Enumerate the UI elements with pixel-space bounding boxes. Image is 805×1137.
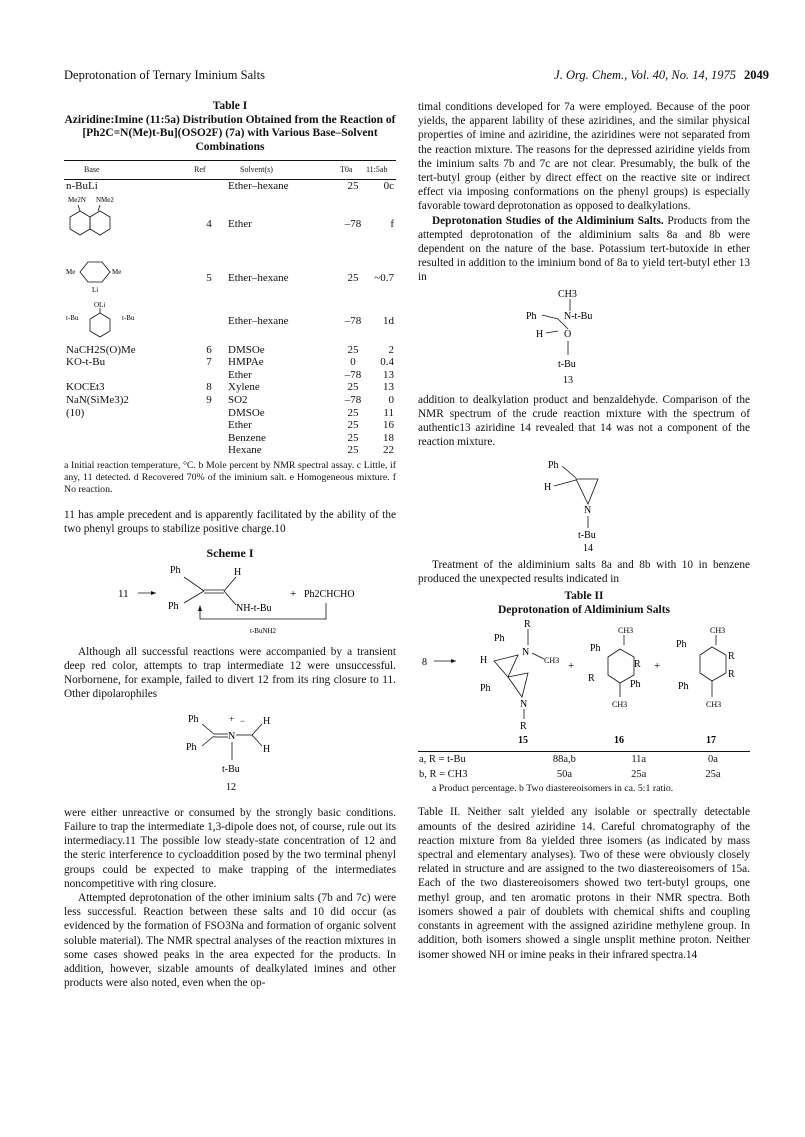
svg-text:t-Bu: t-Bu bbox=[578, 529, 596, 541]
table-cell: 5 bbox=[206, 271, 212, 284]
table-cell: 13 bbox=[383, 381, 394, 394]
col-temperature: T0a bbox=[340, 161, 366, 180]
col-ratio: 11:5ab bbox=[366, 161, 396, 180]
table-cell: 9 bbox=[206, 393, 212, 406]
svg-text:R: R bbox=[524, 619, 531, 631]
label-13: 13 bbox=[563, 374, 573, 386]
structure-14 bbox=[418, 450, 750, 554]
svg-text:H: H bbox=[263, 743, 271, 755]
svg-text:Me: Me bbox=[66, 268, 76, 277]
table-cell: 8 bbox=[206, 381, 212, 394]
table-cell bbox=[194, 369, 224, 382]
table-row bbox=[64, 444, 396, 457]
svg-text:Ph: Ph bbox=[676, 639, 687, 651]
table-cell: 25a bbox=[631, 769, 647, 781]
table-cell: 50a bbox=[556, 769, 572, 781]
svg-text:Ph: Ph bbox=[630, 679, 641, 691]
table-cell: 0.4 bbox=[380, 356, 394, 369]
svg-text:OLi: OLi bbox=[94, 300, 106, 309]
table-cell bbox=[64, 419, 194, 432]
svg-text:CH3: CH3 bbox=[618, 626, 634, 636]
section-heading: Deprotonation Studies of the Aldiminium Salts. bbox=[432, 214, 664, 227]
table-cell: 22 bbox=[383, 444, 394, 457]
table-cell: –78 bbox=[344, 393, 362, 406]
paragraph: were either unreactive or consumed by the strongly basic conditions. Failure to trap the intermediate 1,3-dipole does not, of course, rule out its intermediacy.11 The possible low steady-state concentration of 12 and the steric interference to cycloaddition posed by the two terminal phenyl groups could be expected to make trapping of the intermediates noncompetitive with ring closure. bbox=[64, 806, 396, 890]
table-cell: 4 bbox=[206, 218, 212, 231]
col-solvent: Solvent(s) bbox=[224, 161, 340, 180]
right-column bbox=[418, 100, 750, 962]
svg-text:Me: Me bbox=[112, 268, 122, 277]
running-header-right bbox=[554, 68, 769, 83]
structure-12 bbox=[64, 702, 396, 802]
paragraph: Attempted deprotonation of the other iminium salts (7b and 7c) were less successful. Reaction between these salts and 10 did occur (as evidenced by the formation of FSO3Na and formation of organic solvent soluble material). The NMR spectral analyses of the reaction mixtures in some cases showed peaks in the area expected for the products. In addition, however, sizable amounts of dealkylated imines and other products were also noted, even when the op- bbox=[64, 891, 396, 990]
svg-text:Ph: Ph bbox=[494, 633, 505, 645]
table2 bbox=[418, 752, 750, 782]
table-row bbox=[64, 256, 396, 300]
svg-text:+: + bbox=[290, 587, 297, 600]
label-14: 14 bbox=[583, 542, 593, 554]
table-row bbox=[64, 394, 396, 407]
table2-label: Table II bbox=[564, 590, 604, 603]
paragraph: timal conditions developed for 7a were employed. Because of the poor yields, the apparent lability of these aziridines, and the similar physical properties of imine and aziridine, the aziridines were not separated from the reaction mixture. The reasons for the depressed aziridine yields from the iminium salts 7b and 7c are not clear. Presumably, the bulk of the tert-butyl group (either by direct effect on the reactive site or indirect effect via imposing conformations on the phenyl groups) is especially favorable toward deprotonation as opposed to dealkylations. bbox=[418, 101, 750, 213]
table-cell: Ether bbox=[228, 419, 252, 432]
structure-drawing bbox=[64, 300, 194, 344]
table-cell: SO2 bbox=[228, 393, 248, 406]
paragraph: Products from the attempted deprotonation of the aldiminium salts 8a and 8b were dependent on the nature of the base. Potassium tert-butoxide in ether resulted in addition to the iminium bond of 8a to yield tert-butyl ether 13 in bbox=[418, 214, 750, 284]
svg-text:t-Bu: t-Bu bbox=[222, 763, 240, 775]
svg-text:O: O bbox=[564, 328, 572, 340]
label-11: 11 bbox=[118, 587, 129, 600]
structure-13 bbox=[418, 285, 750, 389]
table-cell: DMSOe bbox=[228, 406, 265, 419]
table-row bbox=[418, 752, 750, 767]
table-cell bbox=[194, 419, 224, 432]
table-cell: f bbox=[390, 218, 394, 231]
scheme1-diagram bbox=[64, 561, 396, 639]
journal-citation: J. Org. Chem., Vol. 40, No. 14, 1975 bbox=[554, 68, 736, 82]
scheme1-title: Scheme I bbox=[206, 546, 254, 561]
table-cell: b, R = CH3 bbox=[419, 769, 468, 781]
paragraph: Table II. Neither salt yielded any isolable or spectrally detectable amounts of the desired aziridine 14. Careful chromatography of the reaction mixture from 8a yielded three isomers (as indicated by mass spectral and elementary analyses). Two of these were obviously closely related in structure and are assigned to the two diastereoisomers of 15a. Each of the two diastereoisomers showed two tert-butyl groups, one methyl group, and ten aromatic protons in their NMR spectra. Both isomers showed a pair of doublets with chemical shifts and coupling constants in agreement with the assigned aziridine methylene group. In addition, both isomers showed a single unsplit methine proton. Neither isomer showed NH or imine peaks in their infrared spectra.14 bbox=[418, 806, 750, 961]
table-cell: 0a bbox=[707, 754, 718, 766]
table-cell bbox=[64, 432, 194, 445]
table-cell: (10) bbox=[66, 406, 85, 419]
table-cell: 1d bbox=[383, 315, 394, 328]
table-row bbox=[64, 381, 396, 394]
table-cell bbox=[194, 300, 224, 344]
svg-text:H: H bbox=[480, 655, 488, 667]
table-cell: Benzene bbox=[228, 431, 266, 444]
table-row bbox=[418, 767, 750, 782]
svg-text:Ph: Ph bbox=[170, 564, 181, 576]
table-cell: Ether–hexane bbox=[228, 271, 289, 284]
col-base: Base bbox=[64, 161, 194, 180]
paragraph: addition to dealkylation product and benzaldehyde. Comparison of the NMR spectrum of the crude reaction mixture with the spectrum of authentic13 aziridine 14 revealed that 14 was not a component of the reaction mixture. bbox=[418, 393, 750, 449]
table2-caption: Deprotonation of Aldiminium Salts bbox=[498, 603, 670, 616]
svg-text:+: + bbox=[229, 713, 235, 724]
table-cell: ~0.7 bbox=[374, 271, 394, 284]
svg-text:H: H bbox=[234, 566, 242, 578]
table-cell: 25 bbox=[347, 444, 359, 457]
table-cell: 13 bbox=[383, 368, 394, 381]
svg-text:Ph: Ph bbox=[188, 713, 199, 725]
table-cell: 25 bbox=[347, 271, 359, 284]
table-cell: Ether–hexane bbox=[228, 315, 289, 328]
table-cell: –78 bbox=[344, 218, 362, 231]
svg-text:N: N bbox=[522, 647, 530, 659]
table-cell: 6 bbox=[206, 343, 212, 356]
svg-text:Ph: Ph bbox=[548, 459, 559, 471]
table1-label: Table I bbox=[212, 100, 248, 112]
svg-text:N: N bbox=[584, 504, 592, 516]
svg-text:Ph: Ph bbox=[186, 741, 197, 753]
table-cell: 25a bbox=[705, 769, 721, 781]
table1-footnote: a Initial reaction temperature, °C. b Mole percent by NMR spectral assay. c Little, if any, 11 detected. d Recovered 70% of the iminium salt. e Homogeneous mixture. f No reaction. bbox=[64, 459, 396, 495]
table-cell: –78 bbox=[344, 315, 362, 328]
svg-text:N: N bbox=[520, 699, 528, 711]
svg-text:−: − bbox=[240, 715, 246, 726]
table-row bbox=[64, 356, 396, 369]
table-cell: 25 bbox=[347, 343, 359, 356]
table-cell: KO-t-Bu bbox=[66, 356, 106, 369]
table-cell: 0c bbox=[383, 180, 394, 193]
paragraph: Treatment of the aldiminium salts 8a and 8b with 10 in benzene produced the unexpected results indicated in bbox=[418, 558, 750, 586]
svg-text:H: H bbox=[536, 328, 544, 340]
table-cell: DMSOe bbox=[228, 343, 265, 356]
table-row bbox=[64, 344, 396, 357]
table-cell: a, R = t-Bu bbox=[419, 754, 466, 766]
table-cell: 7 bbox=[206, 356, 212, 369]
svg-text:R: R bbox=[634, 659, 641, 671]
svg-text:H: H bbox=[544, 481, 552, 493]
table-cell bbox=[194, 407, 224, 420]
svg-text:CH3: CH3 bbox=[612, 700, 628, 710]
table-cell: 2 bbox=[388, 343, 394, 356]
table-row bbox=[64, 419, 396, 432]
table-cell: Ether bbox=[228, 218, 252, 231]
table-cell: Ether–hexane bbox=[228, 180, 289, 193]
table-cell: 18 bbox=[383, 431, 394, 444]
table-cell: NaCH2S(O)Me bbox=[66, 343, 136, 356]
table-cell bbox=[194, 432, 224, 445]
table-cell: 88a,b bbox=[552, 754, 576, 766]
svg-text:NMe2: NMe2 bbox=[96, 195, 114, 204]
table-cell: 0 bbox=[350, 356, 356, 369]
table-cell: Xylene bbox=[228, 381, 260, 394]
table-cell: 25 bbox=[347, 406, 359, 419]
svg-text:R: R bbox=[728, 651, 735, 663]
table-cell: 11a bbox=[631, 754, 647, 766]
table-cell bbox=[194, 444, 224, 457]
svg-text:t-Bu: t-Bu bbox=[66, 313, 79, 322]
paragraph: 11 has ample precedent and is apparently facilitated by the ability of the two phenyl groups to stabilize positive charge.10 bbox=[64, 508, 396, 536]
table1-header-row bbox=[64, 161, 396, 180]
table1-caption: Aziridine:Imine (11:5a) Distribution Obtained from the Reaction of [Ph2C=N(Me)t-Bu](OSO2F) (7a) with Various Base–Solvent Combinations bbox=[64, 113, 396, 153]
svg-text:Me2N: Me2N bbox=[68, 195, 86, 204]
table-cell: 11 bbox=[383, 406, 394, 419]
table1 bbox=[64, 160, 396, 457]
table-cell: KOCEt3 bbox=[66, 381, 105, 394]
svg-text:R: R bbox=[520, 721, 527, 733]
table-cell: Hexane bbox=[228, 444, 262, 457]
table-cell: 25 bbox=[347, 180, 359, 193]
svg-text:Ph: Ph bbox=[168, 600, 179, 612]
svg-text:17: 17 bbox=[706, 735, 716, 746]
svg-text:t-Bu: t-Bu bbox=[122, 313, 135, 322]
svg-text:CH3: CH3 bbox=[710, 626, 726, 636]
table-cell bbox=[64, 369, 194, 382]
svg-text:R: R bbox=[588, 673, 595, 685]
table-row bbox=[64, 432, 396, 445]
svg-text:+: + bbox=[568, 660, 575, 673]
svg-text:Ph2CHCHO: Ph2CHCHO bbox=[304, 588, 355, 600]
paragraph: Although all successful reactions were accompanied by a transient deep red color, attempts to trap intermediate 12 were unsuccessful. Norbornene, for example, failed to divert 12 from its ring closure to 11. Other dipolarophiles bbox=[64, 645, 396, 701]
svg-text:Ph: Ph bbox=[590, 643, 601, 655]
svg-text:N: N bbox=[228, 730, 236, 742]
structure-drawing bbox=[64, 256, 194, 300]
table-cell: –78 bbox=[344, 368, 362, 381]
svg-text:Ph: Ph bbox=[480, 683, 491, 695]
table-cell bbox=[64, 444, 194, 457]
table-cell: NaN(SiMe3)2 bbox=[66, 393, 129, 406]
svg-text:+: + bbox=[654, 660, 661, 673]
svg-text:H: H bbox=[263, 715, 271, 727]
table-row bbox=[64, 180, 396, 193]
table2-structures bbox=[418, 617, 750, 745]
svg-text:8: 8 bbox=[422, 657, 427, 669]
table2-footnote: a Product percentage. b Two diastereoisomers in ca. 5:1 ratio. bbox=[432, 783, 674, 795]
table-row bbox=[64, 193, 396, 257]
svg-text:Ph: Ph bbox=[678, 681, 689, 693]
svg-text:16: 16 bbox=[614, 735, 624, 746]
col-ref: Ref bbox=[194, 161, 224, 180]
table-cell: 25 bbox=[347, 431, 359, 444]
table-cell: n-BuLi bbox=[66, 180, 98, 193]
left-column bbox=[64, 100, 396, 990]
table-cell: Ether bbox=[228, 368, 252, 381]
svg-text:N-t-Bu: N-t-Bu bbox=[564, 310, 593, 322]
table-cell: 25 bbox=[347, 381, 359, 394]
svg-text:CH3: CH3 bbox=[558, 288, 577, 300]
svg-text:t-BuNH2: t-BuNH2 bbox=[250, 626, 277, 635]
table-cell bbox=[194, 180, 224, 193]
table-cell: 25 bbox=[347, 419, 359, 432]
table-cell: 16 bbox=[383, 419, 394, 432]
svg-text:CH3: CH3 bbox=[544, 656, 560, 666]
page-number: 2049 bbox=[744, 68, 769, 82]
table-row bbox=[64, 300, 396, 344]
svg-text:CH3: CH3 bbox=[706, 700, 722, 710]
structure-drawing bbox=[64, 193, 194, 257]
svg-text:Li: Li bbox=[92, 286, 99, 295]
svg-text:Ph: Ph bbox=[526, 310, 537, 322]
svg-text:R: R bbox=[728, 669, 735, 681]
label-12: 12 bbox=[226, 781, 236, 793]
svg-text:NH-t-Bu: NH-t-Bu bbox=[236, 602, 272, 614]
table-row bbox=[64, 369, 396, 382]
running-header-left: Deprotonation of Ternary Iminium Salts bbox=[64, 68, 265, 82]
svg-text:15: 15 bbox=[518, 735, 528, 746]
svg-text:t-Bu: t-Bu bbox=[558, 358, 576, 370]
table-row bbox=[64, 407, 396, 420]
table-cell: 0 bbox=[388, 393, 394, 406]
table-cell: HMPAe bbox=[228, 356, 264, 369]
